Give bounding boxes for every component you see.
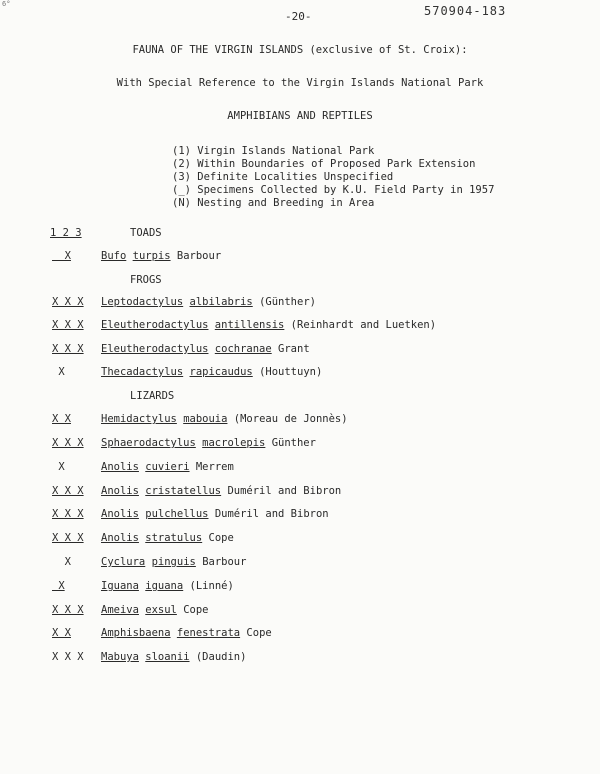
row-marks: X [52,580,65,592]
genus: Anolis [101,485,139,497]
author: Duméril and Bibron [227,485,342,497]
genus: Anolis [101,508,139,520]
corner-mark: 6° [2,0,11,8]
species-row [101,651,246,663]
author: Duméril and Bibron [214,508,329,520]
genus: Anolis [101,532,139,544]
species-row [101,437,316,449]
legend-item: (2) Within Boundaries of Proposed Park Extension [172,158,476,170]
genus: Cyclura [101,556,146,568]
epithet: albilabris [189,296,253,308]
epithet: fenestrata [176,627,241,639]
species-row [101,319,436,331]
section-title: AMPHIBIANS AND REPTILES [227,110,373,122]
epithet: pinguis [151,556,196,568]
row-marks: X [52,556,71,568]
genus: Amphisbaena [101,627,171,639]
category-frogs: FROGS [130,274,162,286]
row-marks: X X X [52,508,84,520]
page-number: -20- [285,10,312,23]
author: (Linné) [189,580,234,592]
author: (Reinhardt and Luetken) [290,319,437,331]
author: Barbour [202,556,247,568]
epithet: rapicaudus [189,366,253,378]
author: Barbour [176,250,222,262]
genus: Anolis [101,461,139,473]
species-row [101,627,272,639]
author: Merrem [195,461,234,473]
species-row [101,296,316,308]
epithet: macrolepis [202,437,266,449]
species-row [101,580,234,592]
genus: Leptodactylus [101,296,184,308]
epithet: cuvieri [145,461,190,473]
epithet: cristatellus [145,485,222,497]
legend-item: (3) Definite Localities Unspecified [172,171,394,183]
legend-item: (1) Virgin Islands National Park [172,145,375,157]
species-row [101,413,348,425]
category-lizards: LIZARDS [130,390,175,402]
species-row [101,532,234,544]
epithet: stratulus [145,532,203,544]
genus: Mabuya [101,651,139,663]
epithet: turpis [132,250,171,262]
species-row [101,604,209,616]
row-marks: X X X [52,319,84,331]
row-marks: X X [52,413,71,425]
author: (Daudin) [195,651,247,663]
row-marks: X X X [52,651,84,663]
document-subtitle: With Special Reference to the Virgin Islands National Park [116,77,484,89]
epithet: sloanii [145,651,190,663]
author: Cope [208,532,234,544]
genus: Ameiva [101,604,139,616]
legend-item: (_) Specimens Collected by K.U. Field Party in 1957 [172,184,495,196]
genus: Sphaerodactylus [101,437,196,449]
author: (Moreau de Jonnès) [233,413,348,425]
species-row [101,343,310,355]
legend-item: (N) Nesting and Breeding in Area [172,197,375,209]
epithet: exsul [145,604,177,616]
species-row [101,366,322,378]
row-marks: X X [52,627,71,639]
species-row [101,485,341,497]
row-marks: X X X [52,532,84,544]
row-marks: X [52,461,65,473]
species-row [101,508,329,520]
genus: Eleutherodactylus [101,319,209,331]
author: Günther [271,437,316,449]
row-marks: X X X [52,604,84,616]
document-id: 570904-183 [424,4,507,18]
genus: Iguana [101,580,139,592]
row-marks: X [52,366,65,378]
legend [172,145,494,210]
epithet: iguana [145,580,184,592]
author: Cope [183,604,209,616]
row-marks: X X X [52,343,84,355]
document-title: FAUNA OF THE VIRGIN ISLANDS (exclusive of St. Croix): [132,44,468,56]
species-row [101,556,246,568]
epithet: mabouia [183,413,228,425]
epithet: cochranae [214,343,272,355]
epithet: antillensis [214,319,285,331]
row-marks: X X X [52,296,84,308]
genus: Thecadactylus [101,366,184,378]
author: (Günther) [259,296,316,308]
genus: Bufo [101,250,127,262]
species-row [101,461,234,473]
epithet: pulchellus [145,508,209,520]
column-header: 1 2 3 [50,227,82,239]
row-marks: X X X [52,485,84,497]
author: (Houttuyn) [259,366,323,378]
genus: Hemidactylus [101,413,177,425]
row-marks: X X X [52,437,84,449]
author: Cope [246,627,272,639]
author: Grant [278,343,310,355]
category-toads: TOADS [130,227,162,239]
genus: Eleutherodactylus [101,343,209,355]
species-row [101,250,221,262]
row-marks: X [52,250,71,262]
